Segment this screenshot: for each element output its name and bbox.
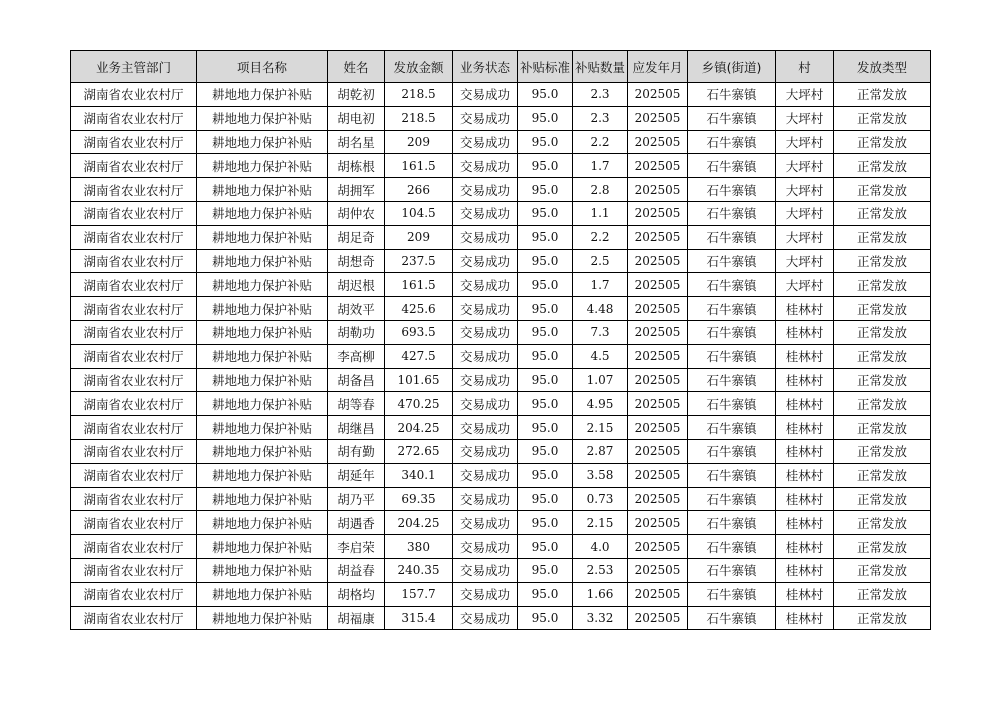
cell-month: 202505 (628, 487, 688, 511)
cell-quantity: 4.0 (573, 535, 628, 559)
header-month: 应发年月 (628, 51, 688, 83)
cell-quantity: 3.32 (573, 606, 628, 630)
cell-quantity: 4.5 (573, 344, 628, 368)
cell-quantity: 1.7 (573, 273, 628, 297)
cell-village: 桂林村 (776, 297, 834, 321)
cell-standard: 95.0 (518, 83, 573, 107)
cell-project-name: 耕地地力保护补贴 (197, 463, 328, 487)
cell-payment-type: 正常发放 (834, 273, 931, 297)
table-row (71, 511, 931, 535)
cell-village: 桂林村 (776, 416, 834, 440)
cell-standard: 95.0 (518, 368, 573, 392)
cell-month: 202505 (628, 320, 688, 344)
cell-amount: 272.65 (385, 439, 453, 463)
cell-standard: 95.0 (518, 201, 573, 225)
cell-quantity: 2.15 (573, 416, 628, 440)
header-department: 业务主管部门 (71, 51, 197, 83)
table-row (71, 106, 931, 130)
cell-department: 湖南省农业农村厅 (71, 487, 197, 511)
cell-project-name: 耕地地力保护补贴 (197, 439, 328, 463)
cell-town: 石牛寨镇 (688, 606, 776, 630)
cell-quantity: 2.2 (573, 225, 628, 249)
cell-standard: 95.0 (518, 320, 573, 344)
cell-amount: 427.5 (385, 344, 453, 368)
cell-standard: 95.0 (518, 487, 573, 511)
cell-amount: 204.25 (385, 511, 453, 535)
cell-name: 胡想奇 (328, 249, 385, 273)
cell-quantity: 1.1 (573, 201, 628, 225)
cell-status: 交易成功 (453, 535, 518, 559)
cell-month: 202505 (628, 225, 688, 249)
cell-project-name: 耕地地力保护补贴 (197, 392, 328, 416)
cell-status: 交易成功 (453, 487, 518, 511)
cell-project-name: 耕地地力保护补贴 (197, 297, 328, 321)
cell-name: 胡等春 (328, 392, 385, 416)
cell-payment-type: 正常发放 (834, 582, 931, 606)
table-row (71, 178, 931, 202)
cell-town: 石牛寨镇 (688, 201, 776, 225)
cell-payment-type: 正常发放 (834, 225, 931, 249)
cell-payment-type: 正常发放 (834, 439, 931, 463)
cell-payment-type: 正常发放 (834, 535, 931, 559)
table-body (71, 83, 931, 630)
cell-amount: 340.1 (385, 463, 453, 487)
cell-month: 202505 (628, 606, 688, 630)
table-row (71, 225, 931, 249)
table-header (71, 51, 931, 83)
cell-name: 胡备昌 (328, 368, 385, 392)
cell-name: 李启荣 (328, 535, 385, 559)
cell-month: 202505 (628, 249, 688, 273)
cell-department: 湖南省农业农村厅 (71, 106, 197, 130)
cell-quantity: 2.87 (573, 439, 628, 463)
cell-village: 桂林村 (776, 344, 834, 368)
header-payment-type: 发放类型 (834, 51, 931, 83)
cell-town: 石牛寨镇 (688, 344, 776, 368)
cell-status: 交易成功 (453, 511, 518, 535)
cell-amount: 315.4 (385, 606, 453, 630)
table-row (71, 273, 931, 297)
cell-name: 胡效平 (328, 297, 385, 321)
cell-status: 交易成功 (453, 178, 518, 202)
cell-payment-type: 正常发放 (834, 106, 931, 130)
cell-department: 湖南省农业农村厅 (71, 392, 197, 416)
cell-amount: 104.5 (385, 201, 453, 225)
cell-town: 石牛寨镇 (688, 83, 776, 107)
cell-status: 交易成功 (453, 201, 518, 225)
cell-department: 湖南省农业农村厅 (71, 178, 197, 202)
header-village: 村 (776, 51, 834, 83)
cell-status: 交易成功 (453, 392, 518, 416)
cell-village: 桂林村 (776, 439, 834, 463)
table-row (71, 249, 931, 273)
cell-department: 湖南省农业农村厅 (71, 606, 197, 630)
cell-department: 湖南省农业农村厅 (71, 344, 197, 368)
cell-payment-type: 正常发放 (834, 249, 931, 273)
cell-town: 石牛寨镇 (688, 582, 776, 606)
cell-village: 大坪村 (776, 178, 834, 202)
table-row (71, 344, 931, 368)
cell-month: 202505 (628, 368, 688, 392)
cell-name: 胡继昌 (328, 416, 385, 440)
cell-status: 交易成功 (453, 106, 518, 130)
cell-amount: 218.5 (385, 83, 453, 107)
cell-town: 石牛寨镇 (688, 439, 776, 463)
cell-name: 胡格均 (328, 582, 385, 606)
cell-name: 胡福康 (328, 606, 385, 630)
cell-department: 湖南省农业农村厅 (71, 249, 197, 273)
cell-payment-type: 正常发放 (834, 392, 931, 416)
cell-town: 石牛寨镇 (688, 487, 776, 511)
cell-name: 胡栋根 (328, 154, 385, 178)
cell-quantity: 1.66 (573, 582, 628, 606)
table-row (71, 439, 931, 463)
cell-department: 湖南省农业农村厅 (71, 297, 197, 321)
cell-payment-type: 正常发放 (834, 178, 931, 202)
cell-standard: 95.0 (518, 582, 573, 606)
cell-amount: 69.35 (385, 487, 453, 511)
cell-town: 石牛寨镇 (688, 511, 776, 535)
cell-month: 202505 (628, 511, 688, 535)
table-row (71, 558, 931, 582)
cell-status: 交易成功 (453, 249, 518, 273)
header-town: 乡镇(街道) (688, 51, 776, 83)
table-row (71, 201, 931, 225)
cell-payment-type: 正常发放 (834, 130, 931, 154)
cell-project-name: 耕地地力保护补贴 (197, 154, 328, 178)
table-row (71, 606, 931, 630)
cell-quantity: 2.3 (573, 83, 628, 107)
cell-name: 胡乃平 (328, 487, 385, 511)
cell-payment-type: 正常发放 (834, 297, 931, 321)
cell-name: 胡仲农 (328, 201, 385, 225)
cell-payment-type: 正常发放 (834, 344, 931, 368)
cell-village: 大坪村 (776, 225, 834, 249)
cell-standard: 95.0 (518, 225, 573, 249)
table-row (71, 320, 931, 344)
cell-project-name: 耕地地力保护补贴 (197, 511, 328, 535)
cell-town: 石牛寨镇 (688, 106, 776, 130)
cell-name: 胡名星 (328, 130, 385, 154)
cell-amount: 237.5 (385, 249, 453, 273)
cell-town: 石牛寨镇 (688, 392, 776, 416)
cell-status: 交易成功 (453, 582, 518, 606)
cell-department: 湖南省农业农村厅 (71, 83, 197, 107)
cell-project-name: 耕地地力保护补贴 (197, 558, 328, 582)
cell-month: 202505 (628, 201, 688, 225)
cell-status: 交易成功 (453, 297, 518, 321)
table-row (71, 487, 931, 511)
cell-name: 胡电初 (328, 106, 385, 130)
cell-amount: 240.35 (385, 558, 453, 582)
cell-status: 交易成功 (453, 154, 518, 178)
cell-village: 桂林村 (776, 368, 834, 392)
cell-quantity: 0.73 (573, 487, 628, 511)
table-row (71, 582, 931, 606)
cell-month: 202505 (628, 344, 688, 368)
cell-amount: 157.7 (385, 582, 453, 606)
cell-name: 胡益春 (328, 558, 385, 582)
cell-amount: 470.25 (385, 392, 453, 416)
cell-status: 交易成功 (453, 130, 518, 154)
cell-department: 湖南省农业农村厅 (71, 130, 197, 154)
cell-standard: 95.0 (518, 606, 573, 630)
cell-department: 湖南省农业农村厅 (71, 154, 197, 178)
cell-project-name: 耕地地力保护补贴 (197, 344, 328, 368)
table-row (71, 392, 931, 416)
cell-quantity: 1.07 (573, 368, 628, 392)
header-name: 姓名 (328, 51, 385, 83)
cell-month: 202505 (628, 130, 688, 154)
cell-standard: 95.0 (518, 273, 573, 297)
cell-project-name: 耕地地力保护补贴 (197, 106, 328, 130)
table-row (71, 463, 931, 487)
cell-village: 大坪村 (776, 83, 834, 107)
cell-name: 胡遇香 (328, 511, 385, 535)
cell-village: 大坪村 (776, 249, 834, 273)
cell-amount: 161.5 (385, 154, 453, 178)
cell-quantity: 3.58 (573, 463, 628, 487)
table-row (71, 416, 931, 440)
cell-month: 202505 (628, 83, 688, 107)
cell-department: 湖南省农业农村厅 (71, 320, 197, 344)
cell-town: 石牛寨镇 (688, 178, 776, 202)
cell-town: 石牛寨镇 (688, 368, 776, 392)
cell-amount: 209 (385, 225, 453, 249)
cell-payment-type: 正常发放 (834, 487, 931, 511)
cell-standard: 95.0 (518, 130, 573, 154)
cell-department: 湖南省农业农村厅 (71, 225, 197, 249)
cell-month: 202505 (628, 463, 688, 487)
subsidy-table (70, 50, 931, 630)
cell-payment-type: 正常发放 (834, 606, 931, 630)
cell-village: 大坪村 (776, 154, 834, 178)
cell-department: 湖南省农业农村厅 (71, 368, 197, 392)
cell-standard: 95.0 (518, 535, 573, 559)
cell-project-name: 耕地地力保护补贴 (197, 273, 328, 297)
cell-standard: 95.0 (518, 106, 573, 130)
cell-name: 胡有勤 (328, 439, 385, 463)
cell-amount: 209 (385, 130, 453, 154)
cell-payment-type: 正常发放 (834, 320, 931, 344)
header-quantity: 补贴数量 (573, 51, 628, 83)
cell-project-name: 耕地地力保护补贴 (197, 606, 328, 630)
cell-status: 交易成功 (453, 439, 518, 463)
cell-village: 大坪村 (776, 130, 834, 154)
cell-standard: 95.0 (518, 249, 573, 273)
cell-amount: 161.5 (385, 273, 453, 297)
table-row (71, 154, 931, 178)
cell-quantity: 1.7 (573, 154, 628, 178)
cell-town: 石牛寨镇 (688, 320, 776, 344)
cell-village: 桂林村 (776, 535, 834, 559)
cell-payment-type: 正常发放 (834, 558, 931, 582)
cell-project-name: 耕地地力保护补贴 (197, 416, 328, 440)
cell-status: 交易成功 (453, 320, 518, 344)
cell-standard: 95.0 (518, 392, 573, 416)
cell-project-name: 耕地地力保护补贴 (197, 225, 328, 249)
cell-month: 202505 (628, 106, 688, 130)
cell-town: 石牛寨镇 (688, 154, 776, 178)
cell-amount: 204.25 (385, 416, 453, 440)
cell-department: 湖南省农业农村厅 (71, 463, 197, 487)
table-row (71, 130, 931, 154)
cell-month: 202505 (628, 392, 688, 416)
cell-status: 交易成功 (453, 273, 518, 297)
cell-amount: 425.6 (385, 297, 453, 321)
cell-payment-type: 正常发放 (834, 511, 931, 535)
cell-town: 石牛寨镇 (688, 225, 776, 249)
cell-name: 胡拥军 (328, 178, 385, 202)
cell-project-name: 耕地地力保护补贴 (197, 368, 328, 392)
cell-month: 202505 (628, 439, 688, 463)
cell-payment-type: 正常发放 (834, 368, 931, 392)
cell-name: 胡迟根 (328, 273, 385, 297)
cell-payment-type: 正常发放 (834, 154, 931, 178)
cell-status: 交易成功 (453, 416, 518, 440)
cell-quantity: 2.5 (573, 249, 628, 273)
cell-department: 湖南省农业农村厅 (71, 273, 197, 297)
cell-payment-type: 正常发放 (834, 201, 931, 225)
cell-quantity: 2.3 (573, 106, 628, 130)
table-row (71, 535, 931, 559)
cell-town: 石牛寨镇 (688, 558, 776, 582)
cell-project-name: 耕地地力保护补贴 (197, 535, 328, 559)
cell-project-name: 耕地地力保护补贴 (197, 249, 328, 273)
cell-status: 交易成功 (453, 558, 518, 582)
header-row (71, 51, 931, 83)
cell-project-name: 耕地地力保护补贴 (197, 83, 328, 107)
cell-month: 202505 (628, 154, 688, 178)
header-amount: 发放金额 (385, 51, 453, 83)
cell-standard: 95.0 (518, 344, 573, 368)
cell-town: 石牛寨镇 (688, 535, 776, 559)
cell-name: 胡勒功 (328, 320, 385, 344)
cell-standard: 95.0 (518, 511, 573, 535)
cell-village: 桂林村 (776, 463, 834, 487)
cell-village: 桂林村 (776, 320, 834, 344)
cell-month: 202505 (628, 558, 688, 582)
cell-department: 湖南省农业农村厅 (71, 558, 197, 582)
cell-standard: 95.0 (518, 463, 573, 487)
cell-town: 石牛寨镇 (688, 249, 776, 273)
cell-payment-type: 正常发放 (834, 463, 931, 487)
cell-quantity: 4.48 (573, 297, 628, 321)
cell-amount: 380 (385, 535, 453, 559)
cell-town: 石牛寨镇 (688, 130, 776, 154)
cell-payment-type: 正常发放 (834, 416, 931, 440)
header-status: 业务状态 (453, 51, 518, 83)
cell-village: 桂林村 (776, 511, 834, 535)
cell-department: 湖南省农业农村厅 (71, 511, 197, 535)
cell-standard: 95.0 (518, 178, 573, 202)
cell-department: 湖南省农业农村厅 (71, 201, 197, 225)
cell-department: 湖南省农业农村厅 (71, 582, 197, 606)
table-row (71, 83, 931, 107)
cell-village: 桂林村 (776, 392, 834, 416)
cell-month: 202505 (628, 582, 688, 606)
cell-amount: 101.65 (385, 368, 453, 392)
cell-village: 桂林村 (776, 606, 834, 630)
cell-status: 交易成功 (453, 83, 518, 107)
cell-month: 202505 (628, 535, 688, 559)
cell-quantity: 2.15 (573, 511, 628, 535)
cell-amount: 218.5 (385, 106, 453, 130)
cell-department: 湖南省农业农村厅 (71, 416, 197, 440)
header-project-name: 项目名称 (197, 51, 328, 83)
cell-quantity: 4.95 (573, 392, 628, 416)
cell-town: 石牛寨镇 (688, 416, 776, 440)
cell-standard: 95.0 (518, 297, 573, 321)
cell-town: 石牛寨镇 (688, 273, 776, 297)
cell-project-name: 耕地地力保护补贴 (197, 320, 328, 344)
cell-month: 202505 (628, 297, 688, 321)
cell-village: 大坪村 (776, 273, 834, 297)
cell-quantity: 2.53 (573, 558, 628, 582)
cell-village: 桂林村 (776, 487, 834, 511)
cell-department: 湖南省农业农村厅 (71, 535, 197, 559)
cell-quantity: 7.3 (573, 320, 628, 344)
cell-status: 交易成功 (453, 368, 518, 392)
cell-town: 石牛寨镇 (688, 463, 776, 487)
table-row (71, 368, 931, 392)
cell-project-name: 耕地地力保护补贴 (197, 130, 328, 154)
cell-payment-type: 正常发放 (834, 83, 931, 107)
cell-month: 202505 (628, 178, 688, 202)
cell-name: 胡足奇 (328, 225, 385, 249)
cell-standard: 95.0 (518, 439, 573, 463)
cell-project-name: 耕地地力保护补贴 (197, 582, 328, 606)
cell-name: 胡乾初 (328, 83, 385, 107)
cell-amount: 693.5 (385, 320, 453, 344)
cell-name: 胡延年 (328, 463, 385, 487)
cell-project-name: 耕地地力保护补贴 (197, 178, 328, 202)
cell-status: 交易成功 (453, 606, 518, 630)
cell-month: 202505 (628, 416, 688, 440)
cell-department: 湖南省农业农村厅 (71, 439, 197, 463)
cell-amount: 266 (385, 178, 453, 202)
cell-quantity: 2.8 (573, 178, 628, 202)
cell-month: 202505 (628, 273, 688, 297)
cell-quantity: 2.2 (573, 130, 628, 154)
cell-village: 大坪村 (776, 106, 834, 130)
header-standard: 补贴标准 (518, 51, 573, 83)
cell-standard: 95.0 (518, 154, 573, 178)
cell-village: 桂林村 (776, 558, 834, 582)
table-row (71, 297, 931, 321)
cell-status: 交易成功 (453, 463, 518, 487)
cell-name: 李高柳 (328, 344, 385, 368)
cell-village: 大坪村 (776, 201, 834, 225)
cell-standard: 95.0 (518, 558, 573, 582)
cell-status: 交易成功 (453, 225, 518, 249)
cell-town: 石牛寨镇 (688, 297, 776, 321)
cell-project-name: 耕地地力保护补贴 (197, 487, 328, 511)
cell-village: 桂林村 (776, 582, 834, 606)
cell-project-name: 耕地地力保护补贴 (197, 201, 328, 225)
cell-status: 交易成功 (453, 344, 518, 368)
cell-standard: 95.0 (518, 416, 573, 440)
